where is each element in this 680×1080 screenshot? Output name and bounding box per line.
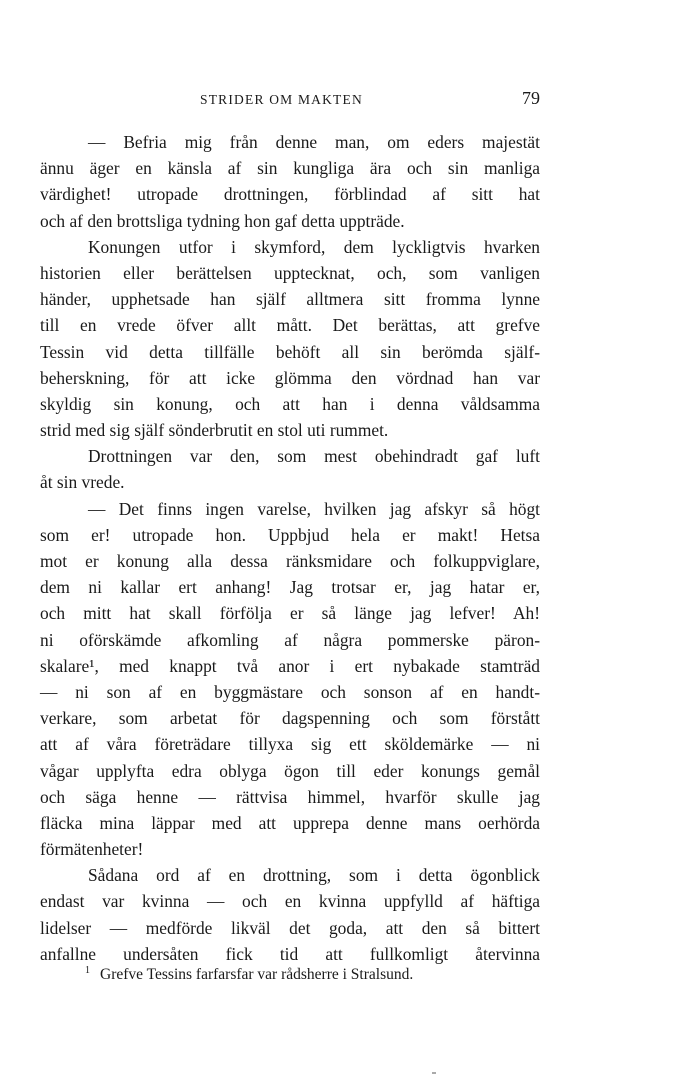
text-line: fläcka mina läppar med att upprepa denne mans oerhörda: [40, 812, 540, 833]
text-line: endast var kvinna — och en kvinna uppfylld af häftiga: [40, 891, 540, 912]
text-line: — ni son af en byggmästare och sonson af en handt-: [40, 681, 540, 702]
text-line: vågar upplyfta edra oblyga ögon till eder konungs gemål: [40, 760, 540, 781]
text-line: lidelser — medförde likväl det goda, att den så bittert: [40, 917, 540, 938]
text-line: strid med sig själf sönderbrutit en stol uti rummet.: [40, 420, 389, 441]
print-speck: [432, 1072, 436, 1074]
text-line: ännu äger en känsla af sin kungliga ära och sin manliga: [40, 158, 540, 179]
page-header: [40, 88, 540, 114]
text-line: till en vrede öfver allt mått. Det berättas, att grefve: [40, 315, 540, 336]
text-line: verkare, som arbetat för dagspenning och som förstått: [40, 708, 540, 729]
text-line: Tessin vid detta tillfälle behöft all sin berömda själf-: [40, 341, 540, 362]
text-line: som er! utropade hon. Uppbjud hela er makt! Hetsa: [40, 524, 540, 545]
text-line: Drottningen var den, som mest obehindradt gaf luft: [88, 446, 540, 467]
body-text: [40, 129, 540, 967]
text-line: och mitt hat skall förfölja er så länge jag lefver! Ah!: [40, 603, 540, 624]
text-line: ni oförskämde afkomling af några pommerske päron-: [40, 629, 540, 650]
text-line: skalare¹, med knappt två anor i ert nybakade stamträd: [40, 655, 540, 676]
text-line: — Befria mig från denne man, om eders majestät: [88, 132, 540, 152]
text-line: och säga henne — rättvisa himmel, hvarför skulle jag: [40, 786, 540, 807]
text-line: förmätenheter!: [40, 839, 144, 860]
text-line: att af våra företrädare tillyxa sig ett sköldemärke — ni: [40, 734, 540, 755]
text-line: värdighet! utropade drottningen, förblindad af sitt hat: [40, 184, 540, 205]
text-line: Konungen utfor i skymford, dem lyckligtvis hvarken: [88, 236, 540, 257]
footnote: [85, 960, 540, 986]
text-line: mot er konung alla dessa ränksmidare och folkuppviglare,: [40, 551, 540, 571]
footnote-text: Grefve Tessins farfarsfar var rådsherre i Stralsund.: [100, 966, 414, 984]
text-line: — Det finns ingen varelse, hvilken jag afskyr så högt: [88, 498, 540, 519]
text-line: historien eller berättelsen upptecknat, och, som vanligen: [40, 262, 540, 283]
text-line: åt sin vrede.: [40, 472, 125, 493]
running-title: STRIDER OM MAKTEN: [200, 92, 363, 107]
text-line: och af den brottsliga tydning hon gaf detta uppträde.: [40, 210, 405, 231]
footnote-marker: 1: [85, 965, 90, 976]
page-number: 79: [522, 88, 540, 108]
text-line: Sådana ord af en drottning, som i detta ögonblick: [88, 865, 540, 886]
text-line: beherskning, för att icke glömma den vördnad han var: [40, 367, 540, 388]
text-line: skyldig sin konung, och att han i denna våldsamma: [40, 393, 540, 414]
text-line: dem ni kallar ert anhang! Jag trotsar er, jag hatar er,: [40, 577, 540, 598]
text-line: händer, upphetsade han själf alltmera sitt fromma lynne: [40, 289, 540, 310]
text-line: anfallne undersåten fick tid att fullkomligt återvinna: [40, 943, 540, 964]
